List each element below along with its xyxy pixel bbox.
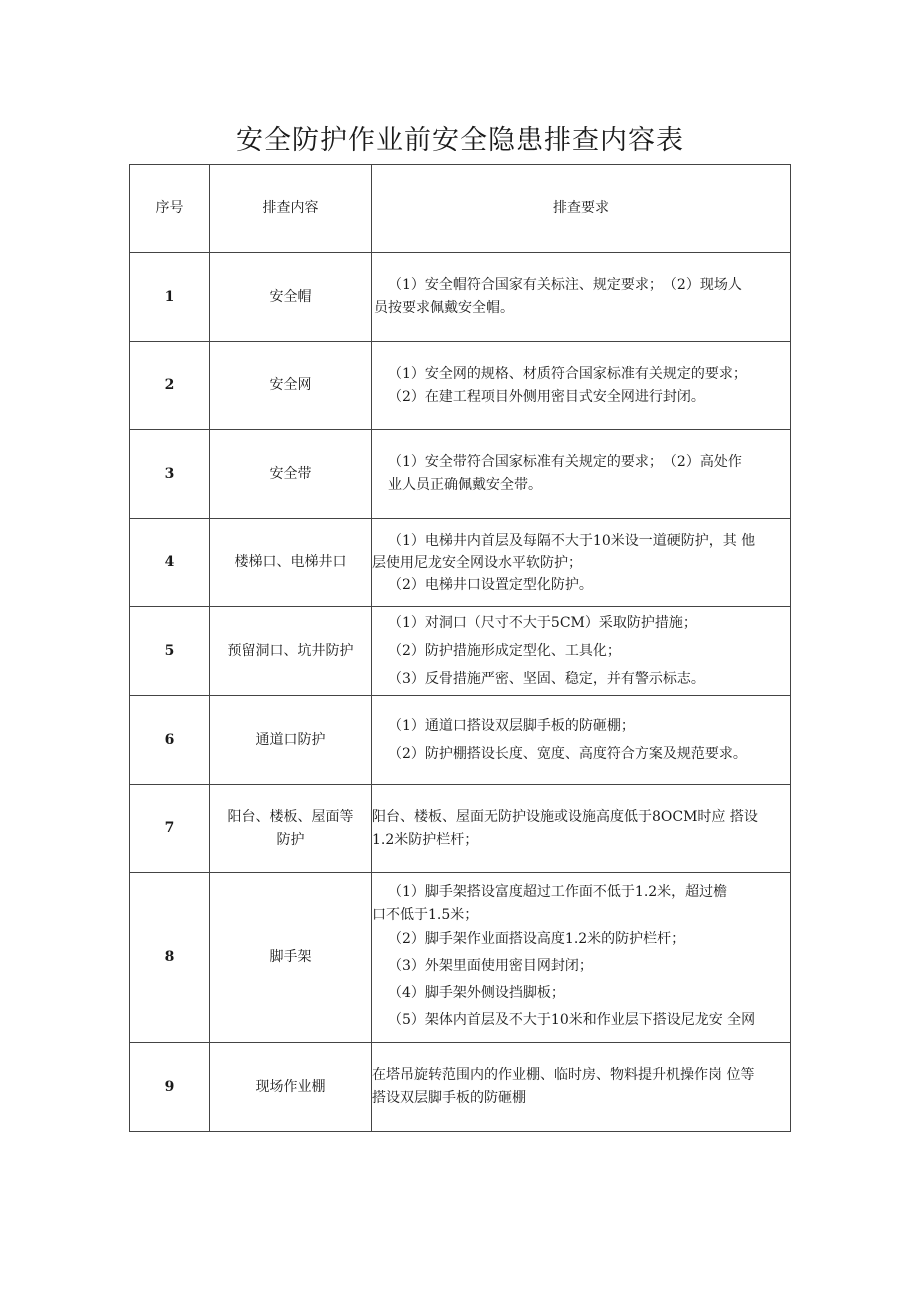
row-seq: 8 — [130, 873, 210, 1043]
header-requirement: 排查要求 — [372, 165, 791, 253]
table-row — [130, 430, 791, 519]
requirement-line: （5）架体内首层及不大于10米和作业层下搭设尼龙安 全网 — [388, 1012, 756, 1028]
requirement-line: （3）外架里面使用密目网封闭； — [388, 958, 593, 974]
row-seq: 9 — [130, 1043, 210, 1132]
requirement-line: （4）脚手架外侧设挡脚板； — [388, 985, 565, 1001]
row-item: 脚手架 — [210, 873, 372, 1043]
header-item: 排查内容 — [210, 165, 372, 253]
table-row — [130, 873, 791, 1043]
requirement-line: 1.2米防护栏杆； — [372, 831, 479, 848]
item-line: 阳台、楼板、屋面等 — [227, 808, 354, 825]
table-row — [130, 607, 791, 696]
row-requirement — [372, 1043, 791, 1132]
row-item: 通道口防护 — [210, 696, 372, 785]
requirement-line: （1）通道口搭设双层脚手板的防砸棚； — [388, 718, 635, 734]
table-row — [130, 1043, 791, 1132]
row-seq: 6 — [130, 696, 210, 785]
requirement-line: （2）脚手架作业面搭设高度1.2米的防护栏杆； — [388, 931, 686, 947]
row-seq: 1 — [130, 253, 210, 342]
row-item: 安全带 — [210, 430, 372, 519]
item-line: 防护 — [276, 831, 305, 848]
row-item — [210, 785, 372, 873]
table-row — [130, 342, 791, 430]
row-seq: 7 — [130, 785, 210, 873]
row-requirement — [372, 873, 791, 1043]
row-item: 现场作业棚 — [210, 1043, 372, 1132]
row-item: 安全网 — [210, 342, 372, 430]
requirement-line: 员按要求佩戴安全帽。 — [374, 300, 514, 316]
row-seq: 5 — [130, 607, 210, 696]
requirement-line: （1）安全网的规格、材质符合国家标准有关规定的要求； — [388, 365, 747, 382]
row-requirement — [372, 607, 791, 696]
table-header-row — [130, 165, 791, 253]
requirement-line: 在塔吊旋转范围内的作业棚、临时房、物料提升机操作岗 位等 — [372, 1067, 755, 1083]
page-title: 安全防护作业前安全隐患排查内容表 — [236, 125, 684, 156]
requirement-line: （2）电梯井口设置定型化防护。 — [388, 576, 593, 593]
requirement-line: 口不低于1.5米； — [372, 907, 479, 923]
row-item: 预留洞口、坑井防护 — [210, 607, 372, 696]
requirement-line: （2）在建工程项目外侧用密目式安全网进行封闭。 — [388, 388, 705, 405]
inspection-table — [129, 164, 791, 1132]
header-seq: 序号 — [130, 165, 210, 253]
row-seq: 4 — [130, 519, 210, 607]
table-row — [130, 696, 791, 785]
requirement-line: （2）防护措施形成定型化、工具化； — [388, 643, 621, 659]
row-item: 楼梯口、电梯井口 — [210, 519, 372, 607]
requirement-line: （1）电梯井内首层及每隔不大于10米设一道硬防护，其 他 — [388, 532, 756, 549]
requirement-line: （1）安全帽符合国家有关标注、规定要求； （2）现场人 — [388, 277, 742, 293]
row-requirement — [372, 430, 791, 519]
requirement-line: （2）防护棚搭设长度、宽度、高度符合方案及规范要求。 — [388, 746, 747, 762]
table-row — [130, 253, 791, 342]
row-requirement — [372, 519, 791, 607]
row-requirement — [372, 696, 791, 785]
row-requirement — [372, 253, 791, 342]
requirement-line: 搭设双层脚手板的防砸棚 — [372, 1090, 526, 1106]
requirement-line: （1）对洞口（尺寸不大于5CM）采取防护措施； — [388, 615, 697, 631]
row-seq: 3 — [130, 430, 210, 519]
requirement-line: 层使用尼龙安全网设水平软防护； — [372, 554, 582, 571]
requirement-line: （3）反骨措施严密、坚固、稳定，并有警示标志。 — [388, 671, 705, 687]
requirement-line: （1）脚手架搭设富度超过工作面不低于1.2米，超过檐 — [388, 884, 728, 900]
table-row — [130, 785, 791, 873]
row-requirement — [372, 785, 791, 873]
row-requirement — [372, 342, 791, 430]
requirement-line: 业人员正确佩戴安全带。 — [388, 477, 542, 493]
row-item: 安全帽 — [210, 253, 372, 342]
row-seq: 2 — [130, 342, 210, 430]
requirement-line: 阳台、楼板、屋面无防护设施或设施高度低于8OCM时应 搭设 — [372, 808, 758, 825]
table-row — [130, 519, 791, 607]
requirement-line: （1）安全带符合国家标准有关规定的要求； （2）高处作 — [388, 454, 742, 470]
